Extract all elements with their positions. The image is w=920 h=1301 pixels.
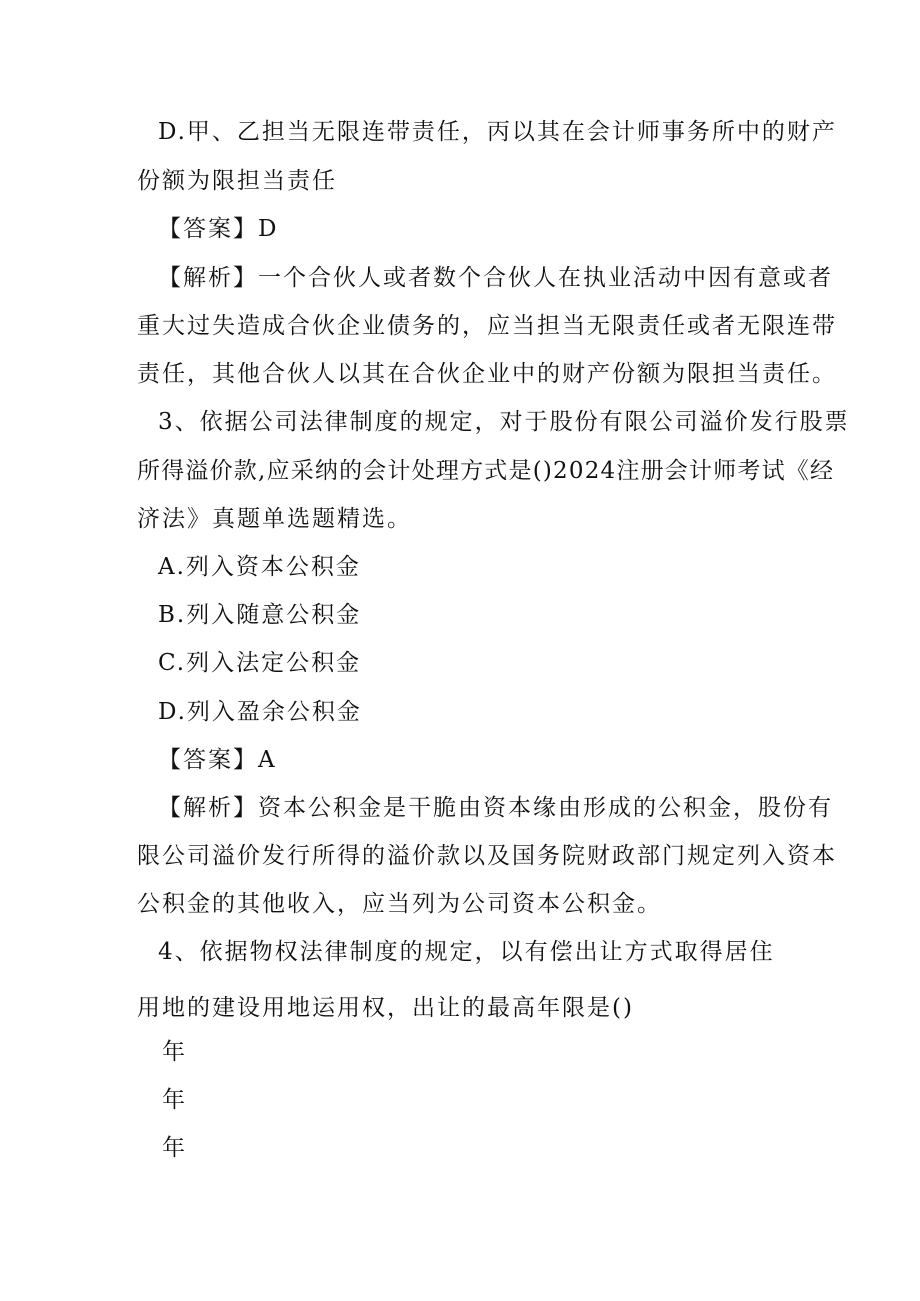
explanation-q2-line-2: 重大过失造成合伙企业债务的，应当担当无限责任或者无限连带 (137, 313, 837, 339)
explanation-q3-line-3: 公积金的其他收入，应当列为公司资本公积金。 (137, 891, 662, 917)
explanation-q3-line-2: 限公司溢价发行所得的溢价款以及国务院财政部门规定列入资本 (137, 843, 837, 869)
question-3-line-1: 3、依据公司法律制度的规定，对于股份有限公司溢价发行股票 (158, 409, 850, 435)
option-c-q3: C.列入法定公积金 (158, 650, 362, 676)
option-year-2: 年 (162, 1087, 187, 1113)
answer-label-q3: 【答案】A (158, 747, 277, 773)
option-a-q3: A.列入资本公积金 (158, 554, 361, 580)
question-4-line-1: 4、依据物权法律制度的规定，以有偿出让方式取得居住 (158, 939, 775, 965)
question-3-line-2: 所得溢价款,应采纳的会计处理方式是()2024注册会计师考试《经 (137, 458, 835, 484)
explanation-q2-line-3: 责任，其他合伙人以其在合伙企业中的财产份额为限担当责任。 (137, 361, 837, 387)
answer-label-q2: 【答案】D (158, 216, 279, 242)
question-3-line-3: 济法》真题单选题精选。 (137, 506, 412, 532)
option-d-q3: D.列入盈余公积金 (158, 699, 362, 725)
question-4-line-2: 用地的建设用地运用权，出让的最高年限是() (137, 995, 634, 1021)
option-year-3: 年 (162, 1135, 187, 1161)
option-year-1: 年 (162, 1039, 187, 1065)
explanation-q2-line-1: 【解析】一个合伙人或者数个合伙人在执业活动中因有意或者 (158, 265, 833, 291)
option-d-line-2: 份额为限担当责任 (137, 168, 337, 194)
option-b-q3: B.列入随意公积金 (158, 602, 362, 628)
option-d-line-1: D.甲、乙担当无限连带责任，丙以其在会计师事务所中的财产 (158, 119, 837, 145)
explanation-q3-line-1: 【解析】资本公积金是干脆由资本缘由形成的公积金，股份有 (158, 795, 833, 821)
